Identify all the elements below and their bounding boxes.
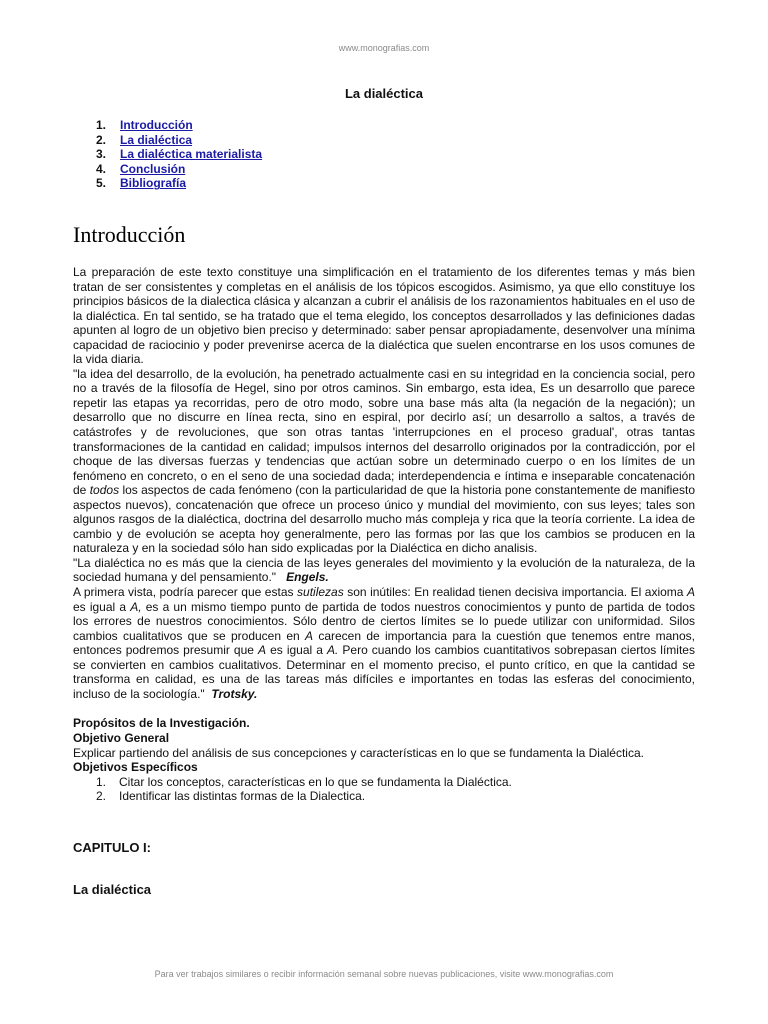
trotsky-quote-paragraph — [73, 585, 695, 701]
quote-author-trotsky: Trotsky. — [211, 686, 258, 701]
toc-link-bibliografia[interactable]: Bibliografía — [120, 176, 187, 191]
toc-item-introduccion — [96, 118, 262, 133]
toc-item-conclusion — [96, 162, 262, 177]
specific-objectives-list — [73, 775, 695, 804]
site-header-url: www.monografias.com — [338, 43, 430, 53]
quote-text: carecen de importancia para la cuestión que tenemos entre manos, entonces podremos presumir que — [73, 628, 695, 658]
engels-quote-closing — [73, 556, 695, 585]
toc-item-dialectica-materialista — [96, 147, 262, 162]
intro-paragraph: La preparación de este texto constituye una simplificación en el tratamiento de los diferentes temas y más bien tratan de ser consistentes y completas en el análisis de los tópicos escogidos. Asimismo, ya que ello constituye los principios básicos de la dialectica clásica y alcanzan a cubrir el análisis de los razonamientos habituales en el uso de la dialéctica. En tal sentido, se ha tratado que el tema elegido, los conceptos desarrollados y las definiciones dadas apunten al logro de un objetivo bien preciso y determinado: saber pensar apropiadamente, desenvolver una mínima capacidad de raciocinio y poder prevenirse acerca de la dialéctica que suelen encontrarse en los usos comunes de la vida diaria. — [73, 265, 695, 367]
quote-text: son inútiles: En realidad tienen decisiva importancia. El axioma — [347, 585, 684, 600]
toc-link-dialectica-materialista[interactable]: La dialéctica materialista — [120, 147, 263, 162]
quote-text: A primera vista, podría parecer que estas — [73, 585, 294, 600]
list-item — [73, 789, 695, 804]
toc-item-bibliografia — [96, 176, 262, 191]
quote-text: Pero cuando los cambios cuantitativos sobrepasan ciertos límites se convierten en cambios cualitativos. Determinar en el momento preciso, el punto crítico, en que la cantidad se transforma en calidad, es una de las tareas más difíciles e importantes en todas las esferas del conocimiento, incluso de la sociología." — [73, 643, 695, 701]
document-title: La dialéctica — [344, 86, 424, 101]
list-item-text: Citar los conceptos, características en lo que se fundamenta la Dialéctica. — [119, 774, 512, 789]
specific-objectives-heading: Objetivos Específicos — [73, 760, 198, 775]
quote-emphasis: A — [686, 585, 695, 600]
chapter-title: La dialéctica — [73, 882, 152, 897]
toc-number: 5. — [96, 176, 107, 191]
purposes-heading: Propósitos de la Investigación. — [73, 716, 250, 731]
toc-link-dialectica[interactable]: La dialéctica — [120, 132, 193, 147]
list-item-text: Identificar las distintas formas de la Dialectica. — [119, 789, 366, 804]
quote-emphasis: A, — [130, 599, 142, 614]
toc-number: 1. — [96, 118, 107, 132]
toc-item-dialectica — [96, 133, 262, 148]
quote-text: es a un mismo tiempo punto de partida de todos nuestros conocimientos y punto de partida de todos los errores de nuestros conocimientos. Sólo dentro de ciertos límites se lo puede utilizar con uniformidad. Silos cambios cualitativos que se producen en — [73, 599, 695, 643]
site-footer: Para ver trabajos similares o recibir información semanal sobre nuevas publicaciones, visite www.monografias.com — [154, 969, 614, 979]
quote-emphasis: sutilezas — [297, 585, 344, 600]
quote-emphasis: todos — [89, 483, 120, 498]
quote-emphasis: A — [258, 643, 267, 658]
chapter-label: CAPITULO I: — [73, 840, 151, 855]
spacer — [73, 701, 695, 716]
quote-emphasis: A. — [326, 643, 339, 658]
toc-link-conclusion[interactable]: Conclusión — [120, 161, 186, 176]
list-number: 2. — [96, 789, 107, 804]
table-of-contents — [96, 118, 262, 191]
quote-emphasis: A — [305, 628, 314, 643]
quote-text: es igual a — [73, 599, 127, 614]
general-objective-text: Explicar partiendo del análisis de sus concepciones y características en lo que se fundamenta la Dialéctica. — [73, 745, 644, 760]
quote-text: es igual a — [270, 643, 323, 658]
quote-text: "la idea del desarrollo, de la evolución, ha penetrado actualmente casi en su integridad en la conciencia social, pero no a través de la filosofía de Hegel, sino por otros caminos. Sin embargo, esta idea, Es un desarrollo que parece repetir las etapas ya recorridas, pero de otro modo, sobre una base más alta (la negación de la negación); un desarrollo que no discurre en línea recta, sino en espiral, por decirlo así; un desarrollo a saltos, a través de catástrofes y de revoluciones, que son otras tantas 'interrupciones en el proceso gradual', otras tantas transformaciones de la cantidad en calidad; impulsos internos del desarrollo originados por la contradicción, por el choque de las diversas fuerzas y tendencias que actúan sobre un determinado cuerpo o en los límites de un fenómeno en concreto, o en el seno de una sociedad dada; interdependencia e íntima e inseparable concatenación de — [73, 366, 695, 498]
quote-text: los aspectos de cada fenómeno (con la particularidad de que la historia pone constantemente de manifiesto aspectos nuevos), concatenación que ofrece un proceso único y mundial del movimiento, con sus leyes; tales son algunos rasgos de la dialéctica, doctrina del desarrollo mucho más compleja y rica que la teoría corriente. La idea de cambio y de evolución se acepta hoy generalmente, pero las formas por las que los cambios se producen en la naturaleza y en la sociedad sólo han sido explicadas por la Dialéctica en dicho analisis. — [73, 483, 695, 556]
section-heading-introduccion: Introducción — [73, 222, 186, 247]
toc-number: 4. — [96, 161, 107, 176]
toc-link-introduccion[interactable]: Introducción — [120, 118, 193, 132]
quote-text: "La dialéctica no es más que la ciencia de las leyes generales del movimiento y la evolución de la naturaleza, de la sociedad humana y del pensamiento." — [73, 555, 695, 585]
toc-number: 2. — [96, 132, 107, 147]
toc-number: 3. — [96, 147, 107, 162]
list-item — [73, 775, 695, 790]
quote-author-engels: Engels. — [286, 570, 329, 585]
engels-quote-paragraph — [73, 367, 695, 556]
body-text — [73, 265, 695, 804]
list-number: 1. — [96, 774, 107, 789]
general-objective-heading: Objetivo General — [73, 730, 170, 745]
